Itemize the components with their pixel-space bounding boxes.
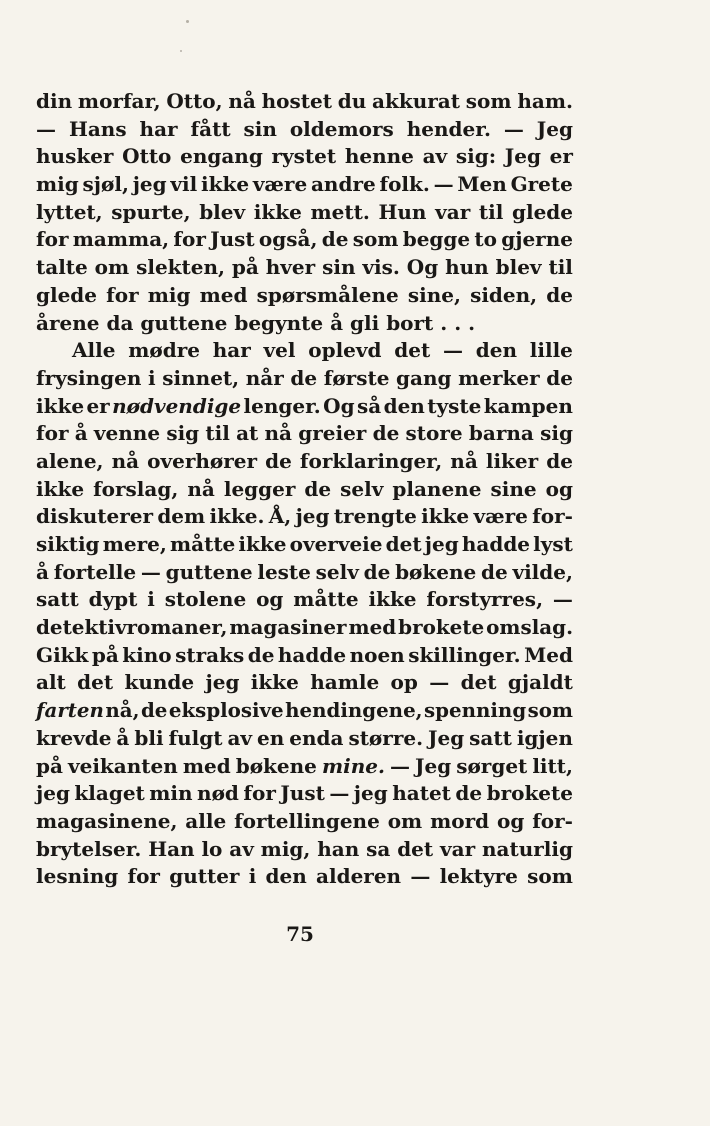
text-line: magasinene, alle fortellingene om mord og for- bbox=[36, 808, 573, 833]
text-line: husker Otto engang rystet henne av sig: Jeg er bbox=[36, 144, 573, 169]
text-line: satt dypt i stolene og måtte ikke forstyrres, — bbox=[36, 587, 573, 612]
text-line: mig sjøl, jeg vil ikke være andre folk. — Men Grete bbox=[36, 172, 573, 197]
text-line: krevde å bli fulgt av en enda større. Jeg satt igjen bbox=[36, 725, 573, 750]
text-line: glede for mig med spørsmålene sine, siden, de bbox=[36, 282, 573, 307]
text-line: for å venne sig til at nå greier de store barna sig bbox=[36, 421, 573, 446]
text-line: på veikanten med bøkene mine. — Jeg sørget litt, bbox=[36, 753, 573, 778]
text-line: farten nå, de eksplosive hendingene, spenning som bbox=[36, 698, 573, 723]
text-line: jeg klaget min nød for Just — jeg hatet de brokete bbox=[36, 781, 573, 806]
text-line: detektivromaner, magasiner med brokete omslag. bbox=[36, 615, 573, 640]
text-line: talte om slekten, på hver sin vis. Og hun blev til bbox=[36, 255, 573, 280]
text-line: brytelser. Han lo av mig, han sa det var naturlig bbox=[36, 836, 573, 861]
text-line: alt det kunde jeg ikke hamle op — det gjaldt bbox=[36, 670, 573, 695]
text-line: Alle mødre har vel oplevd det — den lille bbox=[72, 338, 573, 363]
text-line: din morfar, Otto, nå hostet du akkurat som ham. bbox=[36, 89, 573, 113]
text-line: — Hans har fått sin oldemors hender. — Jeg bbox=[36, 116, 573, 141]
text-line: lesning for gutter i den alderen — lektyre som bbox=[36, 864, 573, 889]
text-line: diskuterer dem ikke. Å, jeg trengte ikke være for- bbox=[36, 504, 573, 529]
body-text bbox=[36, 88, 573, 891]
text-line: alene, nå overhører de forklaringer, nå liker de bbox=[36, 448, 573, 473]
text-line: Gikk på kino straks de hadde noen skillinger. Med bbox=[36, 642, 573, 667]
text-line: årene da guttene begynte å gli bort . . . bbox=[36, 310, 476, 335]
paper-speck bbox=[186, 20, 189, 23]
text-line: lyttet, spurte, blev ikke mett. Hun var til glede bbox=[36, 199, 573, 224]
paper-speck bbox=[180, 50, 182, 52]
text-line: frysingen i sinnet, når de første gang merker de bbox=[36, 365, 573, 390]
text-line: siktig mere, måtte ikke overveie det jeg hadde lyst bbox=[36, 532, 573, 556]
text-line: ikke forslag, nå legger de selv planene sine og bbox=[36, 476, 573, 501]
text-line: for mamma, for Just også, de som begge to gjerne bbox=[36, 227, 573, 252]
text-line: ikke er nødvendige lenger. Og så den tyste kampen bbox=[36, 393, 573, 418]
page-number: 75 bbox=[286, 922, 314, 946]
text-line: å fortelle — guttene leste selv de bøkene de vilde, bbox=[36, 559, 573, 584]
